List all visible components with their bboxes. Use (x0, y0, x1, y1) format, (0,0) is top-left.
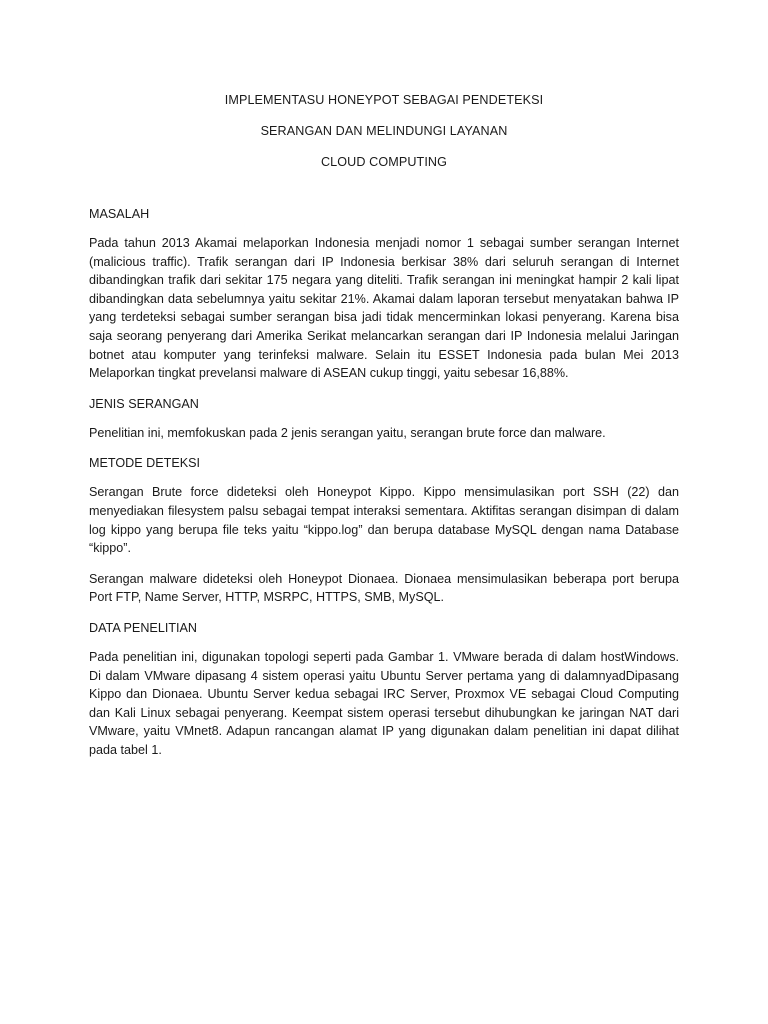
section-heading: METODE DETEKSI (89, 456, 201, 471)
section-metode-deteksi (89, 455, 679, 607)
title-line-1: IMPLEMENTASU HONEYPOT SEBAGAI PENDETEKSI (224, 93, 544, 107)
title-line-3: CLOUD COMPUTING (320, 155, 448, 169)
paragraph: Pada penelitian ini, digunakan topologi seperti pada Gambar 1. VMware berada di dalam hostWindows. Di dalam VMware dipasang 4 sistem operasi yaitu Ubuntu Server pertama yang di dalamnyadDipasang Kippo dan Dionaea. Ubuntu Server kedua sebagai IRC Server, Proxmox VE sebagai Cloud Computing dan Kali Linux sebagai penyerang. Keempat sistem operasi tersebut dihubungkan ke jaringan NAT dari VMware, yaitu VMnet8. Adapun rancangan alamat IP yang digunakan dalam penelitian ini dapat dilihat pada tabel 1. (89, 649, 679, 757)
section-heading: DATA PENELITIAN (89, 620, 198, 635)
paragraph: Serangan Brute force dideteksi oleh Honeypot Kippo. Kippo mensimulasikan port SSH (22) dan menyediakan filesystem palsu sebagai tempat interaksi sementara. Aktifitas serangan disimpan di dalam log kippo yang berupa file teks yaitu “kippo.log” dan berupa database MySQL dengan nama Database “kippo”. (89, 485, 679, 556)
section-jenis-serangan (89, 396, 679, 443)
paragraph: Pada tahun 2013 Akamai melaporkan Indonesia menjadi nomor 1 sebagai sumber serangan Internet (malicious traffic). Trafik serangan dari IP Indonesia berkisar 38% dari seluruh serangan di Internet dibandingkan trafik dari sekitar 175 negara yang diteliti. Trafik serangan ini meningkat hampir 2 kali lipat dibandingkan data sebelumnya yaitu sekitar 21%. Akamai dalam laporan tersebut menyatakan bahwa IP yang terdeteksi sebagai sumber serangan bisa jadi tidak mencerminkan lokasi penyerang. Karena bisa saja seorang penyerang dari Amerika Serikat melancarkan serangan dari IP Indonesia melalui Jaringan botnet atau komputer yang terinfeksi malware. Selain itu ESSET Indonesia pada bulan Mei 2013 Melaporkan tingkat prevelansi malware di ASEAN cukup tinggi, yaitu sebesar 16,88%. (89, 236, 679, 381)
paragraph: Penelitian ini, memfokuskan pada 2 jenis serangan yaitu, serangan brute force dan malware. (89, 425, 606, 440)
section-heading: MASALAH (89, 207, 150, 221)
section-data-penelitian (89, 620, 679, 760)
section-masalah (89, 206, 679, 383)
section-heading: JENIS SERANGAN (89, 396, 199, 411)
title-line-2: SERANGAN DAN MELINDUNGI LAYANAN (260, 124, 508, 138)
paragraph: Serangan malware dideteksi oleh Honeypot Dionaea. Dionaea mensimulasikan beberapa port berupa Port FTP, Name Server, HTTP, MSRPC, HTTPS, SMB, MySQL. (89, 571, 679, 605)
